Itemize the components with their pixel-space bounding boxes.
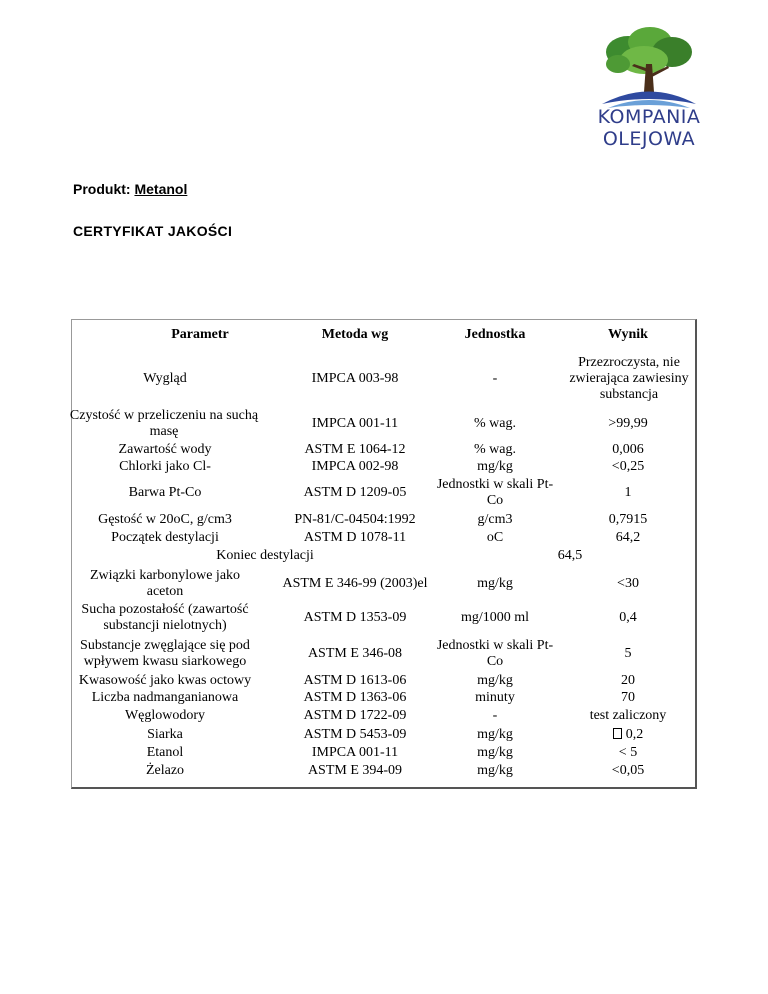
table-row-result xyxy=(560,727,696,743)
logo-line-1: KOMPANIA xyxy=(597,106,701,128)
table-row-method: IMPCA 002-98 xyxy=(311,459,399,474)
table-row-param: Czystość w przeliczeniu na suchą masę xyxy=(69,408,259,439)
table-row-param: Koniec destylacji xyxy=(216,548,314,563)
table-row-method: ASTM D 1613-06 xyxy=(303,673,407,688)
table-row-result: 70 xyxy=(621,690,635,705)
table-row-result: 64,5 xyxy=(557,548,583,563)
table-row-param: Sucha pozostałość (zawartość substancji nielotnych) xyxy=(81,602,249,633)
company-logo xyxy=(588,24,710,152)
table-row-result: <0,05 xyxy=(611,763,645,778)
table-row-param: Wygląd xyxy=(143,371,187,386)
product-label: Produkt: xyxy=(73,181,131,197)
table-row-unit: g/cm3 xyxy=(477,512,513,527)
table-row-param: Etanol xyxy=(146,745,184,760)
table-row-param: Liczba nadmanganianowa xyxy=(91,690,239,705)
table-row-unit: mg/1000 ml xyxy=(460,610,530,625)
table-row-unit: minuty xyxy=(475,690,515,705)
table-row-method: ASTM D 1209-05 xyxy=(303,485,407,500)
table-row-unit: - xyxy=(492,708,498,723)
header-result: Wynik xyxy=(608,327,648,342)
table-row-param: Kwasowość jako kwas octowy xyxy=(78,673,252,688)
table-row-method: ASTM D 1353-09 xyxy=(303,610,407,625)
table-row-result: <0,25 xyxy=(611,459,645,474)
table-row-result: 0,006 xyxy=(612,442,644,457)
table-row-unit: mg/kg xyxy=(477,727,513,742)
table-row-unit: % wag. xyxy=(474,442,516,457)
table-row-param: Gęstość w 20oC, g/cm3 xyxy=(98,512,232,527)
table-row-result: test zaliczony xyxy=(589,708,667,723)
tree-icon xyxy=(588,24,710,114)
table-row-param: Barwa Pt-Co xyxy=(128,485,202,500)
table-row-unit: Jednostki w skali Pt-Co xyxy=(436,477,554,508)
table-row-result: 20 xyxy=(621,673,635,688)
header-parameter: Parametr xyxy=(171,327,229,342)
table-row-unit: mg/kg xyxy=(477,673,513,688)
sulfur-result-value: 0,2 xyxy=(625,727,644,742)
table-row-method: PN-81/C-04504:1992 xyxy=(294,512,416,527)
table-row-unit: Jednostki w skali Pt-Co xyxy=(436,638,554,669)
document-title: CERTYFIKAT JAKOŚCI xyxy=(73,223,233,239)
table-row-method: IMPCA 001-11 xyxy=(311,745,399,760)
table-row-unit: mg/kg xyxy=(477,745,513,760)
table-row-result: 0,4 xyxy=(619,610,637,625)
table-row-result: <30 xyxy=(617,576,639,591)
table-row-unit: mg/kg xyxy=(477,576,513,591)
table-row-unit: mg/kg xyxy=(477,763,513,778)
table-row-unit: % wag. xyxy=(474,416,516,431)
table-row-result: < 5 xyxy=(618,745,638,760)
table-row-param: Żelazo xyxy=(145,763,185,778)
table-row-method: ASTM E 346-08 xyxy=(307,646,403,661)
table-row-param: Związki karbonylowe jako aceton xyxy=(89,568,241,599)
header-unit: Jednostka xyxy=(464,327,526,342)
table-row-param: Substancje zwęglające się pod wpływem kwasu siarkowego xyxy=(80,638,250,669)
table-row-method: ASTM E 346-99 (2003)el xyxy=(282,576,428,591)
table-row-method: ASTM E 394-09 xyxy=(307,763,403,778)
table-row-result: >99,99 xyxy=(608,416,648,431)
table-row-method: ASTM D 1722-09 xyxy=(303,708,407,723)
table-row-param: Początek destylacji xyxy=(111,530,219,545)
table-row-method: ASTM D 1078-11 xyxy=(303,530,407,545)
table-row-param: Chlorki jako Cl- xyxy=(119,459,211,474)
table-row-method: IMPCA 003-98 xyxy=(311,371,399,386)
table-row-param: Zawartość wody xyxy=(118,442,212,457)
missing-glyph-icon xyxy=(613,728,622,739)
table-row-method: IMPCA 001-11 xyxy=(311,416,399,431)
table-row-unit: oC xyxy=(486,530,504,545)
table-row-result: 64,2 xyxy=(615,530,641,545)
table-row-method: ASTM E 1064-12 xyxy=(304,442,406,457)
product-name: Metanol xyxy=(134,181,188,197)
header-method: Metoda wg xyxy=(321,327,389,342)
logo-line-2: OLEJOWA xyxy=(602,128,696,150)
table-row-result: Przezroczysta, nie zwierająca zawiesiny substancja xyxy=(569,355,689,402)
table-row-param: Węglowodory xyxy=(124,708,206,723)
product-line xyxy=(73,181,187,197)
table-row-method: ASTM D 1363-06 xyxy=(303,690,407,705)
table-row-result: 5 xyxy=(624,646,632,661)
table-row-result: 0,7915 xyxy=(608,512,648,527)
table-row-param: Siarka xyxy=(147,727,183,742)
table-row-result: 1 xyxy=(624,485,632,500)
table-row-unit: mg/kg xyxy=(477,459,513,474)
table-row-unit: - xyxy=(492,371,498,386)
table-row-method: ASTM D 5453-09 xyxy=(303,727,407,742)
